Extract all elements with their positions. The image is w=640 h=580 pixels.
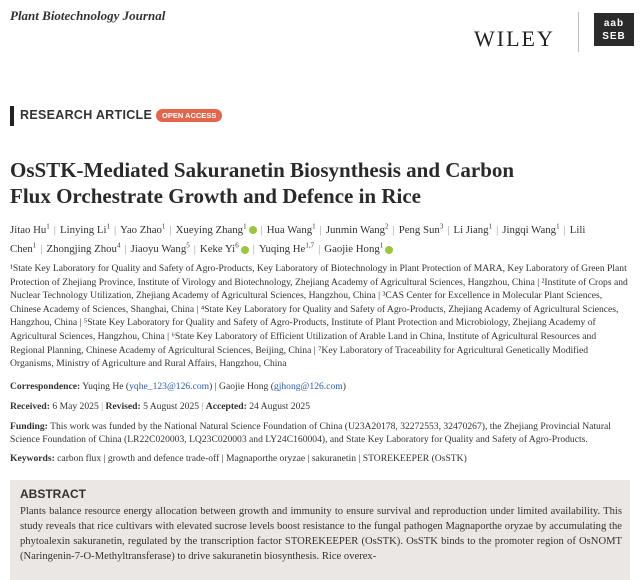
author-name[interactable]: Hua Wang$^1$ xyxy=(266,222,316,236)
author-affiliation-sup: 1 xyxy=(161,222,166,230)
article-title xyxy=(10,157,630,209)
author-name[interactable]: Yuqing He$^{1,7}$ xyxy=(258,241,315,256)
author-separator: | xyxy=(318,243,321,256)
received-date: 6 May 2025 xyxy=(52,401,99,412)
author-separator: | xyxy=(319,223,322,236)
author-name[interactable]: Jiaoyu Wang$^5$ xyxy=(130,241,190,256)
logo-top-text: aab xyxy=(603,17,625,29)
author-name[interactable]: Jingqi Wang$^1$ xyxy=(502,222,560,236)
accepted-date: 24 August 2025 xyxy=(249,401,310,412)
correspondence-mid: ) | Gaojie Hong ( xyxy=(209,381,274,392)
abstract-box xyxy=(10,480,630,580)
society-logo xyxy=(594,13,634,46)
title-line-2: Flux Orchestrate Growth and Defence in Rice xyxy=(10,184,421,208)
correspondence-label: Correspondence: xyxy=(10,381,81,392)
email-link-1[interactable]: yqhe_123@126.com xyxy=(129,381,210,392)
author-name[interactable]: Gaojie Hong$^1$ xyxy=(324,243,393,255)
keywords-text: carbon flux | growth and defence trade-off | Magnaporthe oryzae | sakuranetin | STOREKEEPER (OsSTK) xyxy=(57,453,467,464)
correspondence-end: ) xyxy=(342,381,346,392)
email-link-2[interactable]: gjhong@126.com xyxy=(273,381,343,392)
open-access-badge: OPEN ACCESS xyxy=(156,109,222,122)
keywords xyxy=(10,452,630,465)
author-separator: | xyxy=(447,223,450,236)
keywords-label: Keywords: xyxy=(10,453,55,464)
author-separator: | xyxy=(260,223,263,236)
author-name[interactable]: Linying Li$^1$ xyxy=(59,222,110,236)
author-affiliation-sup: 1 xyxy=(312,222,316,230)
funding xyxy=(10,420,630,446)
author-name[interactable]: Li Jiang$^1$ xyxy=(453,222,493,236)
orcid-icon[interactable] xyxy=(241,246,249,254)
publisher-logo: WILEY xyxy=(474,26,555,51)
author-separator: | xyxy=(124,243,127,256)
author-affiliation-sup: 5 xyxy=(186,241,190,250)
author-affiliation-sup: 1 xyxy=(32,241,37,250)
author-affiliation-sup: 1 xyxy=(379,241,384,250)
author-name[interactable]: Jitao Hu$^1$ xyxy=(10,222,50,236)
author-separator: | xyxy=(169,223,172,236)
correspondence-name-1: Yuqing He ( xyxy=(82,381,130,392)
logo-bottom-text: SEB xyxy=(602,30,626,42)
author-separator: | xyxy=(563,223,566,236)
article-dates: Received: 6 May 2025 | Revised: 5 August 2025 | Accepted: 24 August 2025 xyxy=(10,401,310,412)
author-affiliation-sup: 1 xyxy=(106,222,110,230)
author-affiliation-sup: 1,7 xyxy=(305,241,315,250)
abstract-text: Plants balance resource energy allocation between growth and immunity to ensure survival and reproduction under limited availability. This study reveals that rice cultivars with elevated sucrose levels boost resistance to the fungal pathogen Magnaporthe oryzae by accumulating the phytoalexin sakuranetin, regulated by the transcription factor STOREKEEPER (OsSTK). OsSTK binds to the promoter region of OsNOMT (Naringenin-7-O-Methyltransferase) to drive sakuranetin biosynthesis. Rice overex- xyxy=(20,506,622,562)
author-name[interactable]: Zhongjing Zhou$^4$ xyxy=(46,241,121,256)
author-separator: | xyxy=(40,243,43,256)
author-separator: | xyxy=(496,223,499,236)
author-name[interactable]: Yao Zhao$^1$ xyxy=(120,222,166,236)
article-type: RESEARCH ARTICLE xyxy=(20,108,153,122)
author-affiliation-sup: 1 xyxy=(46,222,50,230)
author-name[interactable]: Keke Yi$^6$ xyxy=(200,243,249,255)
author-affiliation-sup: 3 xyxy=(439,222,444,230)
author-name[interactable]: Xueying Zhang$^1$ xyxy=(176,224,257,236)
author-name[interactable]: Lili Chen$^1$ xyxy=(10,223,586,256)
funding-text: This work was funded by the National Natural Science Foundation of China (U23A20178, 32272553, 32470267), the Zhejiang Provincial Natural Science Foundation of China (LR22C020003, LQ23C020003 and LY24C160004), and State Key Laboratory for Quality and Safety of Agro-Products. xyxy=(10,421,611,445)
accepted-label: Accepted: xyxy=(205,401,247,412)
received-label: Received: xyxy=(10,401,50,412)
author-name[interactable]: Junmin Wang$^2$ xyxy=(325,222,389,236)
author-list xyxy=(10,218,630,257)
author-separator: | xyxy=(193,243,196,256)
article-type-marker xyxy=(10,106,14,126)
orcid-icon[interactable] xyxy=(385,246,393,254)
orcid-icon[interactable] xyxy=(249,226,257,234)
title-line-1: OsSTK-Mediated Sakuranetin Biosynthesis and Carbon xyxy=(10,158,515,182)
funding-label: Funding: xyxy=(10,421,48,432)
author-affiliation-sup: 2 xyxy=(385,222,389,230)
journal-name: Plant Biotechnology Journal xyxy=(10,8,166,23)
affiliations: ¹State Key Laboratory for Quality and Safety of Agro-Products, Key Laboratory of Biotechnology in Plant Protection of MARA, Key Laboratory of Green Plant Protection of Zhejiang Province, Institute of Virology and Biotechnology, Zhejiang Academy of Agricultural Sciences, Hangzhou, China | ²Institute of Crops and Nuclear Technology Utilization, Zhejiang Academy of Agricultural Sciences, Hangzhou, China | ³CAS Center for Excellence in Molecular Plant Sciences, Chinese Academy of Sciences, Shanghai, China | ⁴State Key Laboratory for Quality and Safety of Agro-Products, Zhejiang Academy of Agricultural Sciences, Hangzhou, China | ⁵State Key Laboratory for Quality and Safety of Agro-Products, Institute of Plant Protection and Microbiology, Zhejiang Academy of Agricultural Sciences, Hangzhou, China | ⁶State Key Laboratory of Efficient Utilization of Arable Land in China, Institute of Agricultural Resources and Regional Planning, Chinese Academy of Agricultural Sciences, Beijing, China | ⁷Key Laboratory of Traceability for Agricultural Genetically Modified Organisms, Ministry of Agriculture and Rural Affairs, Hangzhou, China xyxy=(10,263,628,370)
correspondence xyxy=(10,380,630,393)
abstract-heading: ABSTRACT xyxy=(20,487,86,501)
revised-label: Revised: xyxy=(105,401,141,412)
author-separator: | xyxy=(53,223,56,236)
author-affiliation-sup: 1 xyxy=(556,222,560,230)
author-affiliation-sup: 4 xyxy=(116,241,121,250)
author-separator: | xyxy=(252,243,255,256)
revised-date: 5 August 2025 xyxy=(143,401,200,412)
author-separator: | xyxy=(392,223,395,236)
header-divider xyxy=(578,12,579,52)
author-separator: | xyxy=(113,223,117,236)
author-affiliation-sup: 1 xyxy=(243,222,247,230)
author-affiliation-sup: 6 xyxy=(235,241,239,250)
author-name[interactable]: Peng Sun$^3$ xyxy=(398,222,444,236)
author-affiliation-sup: 1 xyxy=(488,222,493,230)
